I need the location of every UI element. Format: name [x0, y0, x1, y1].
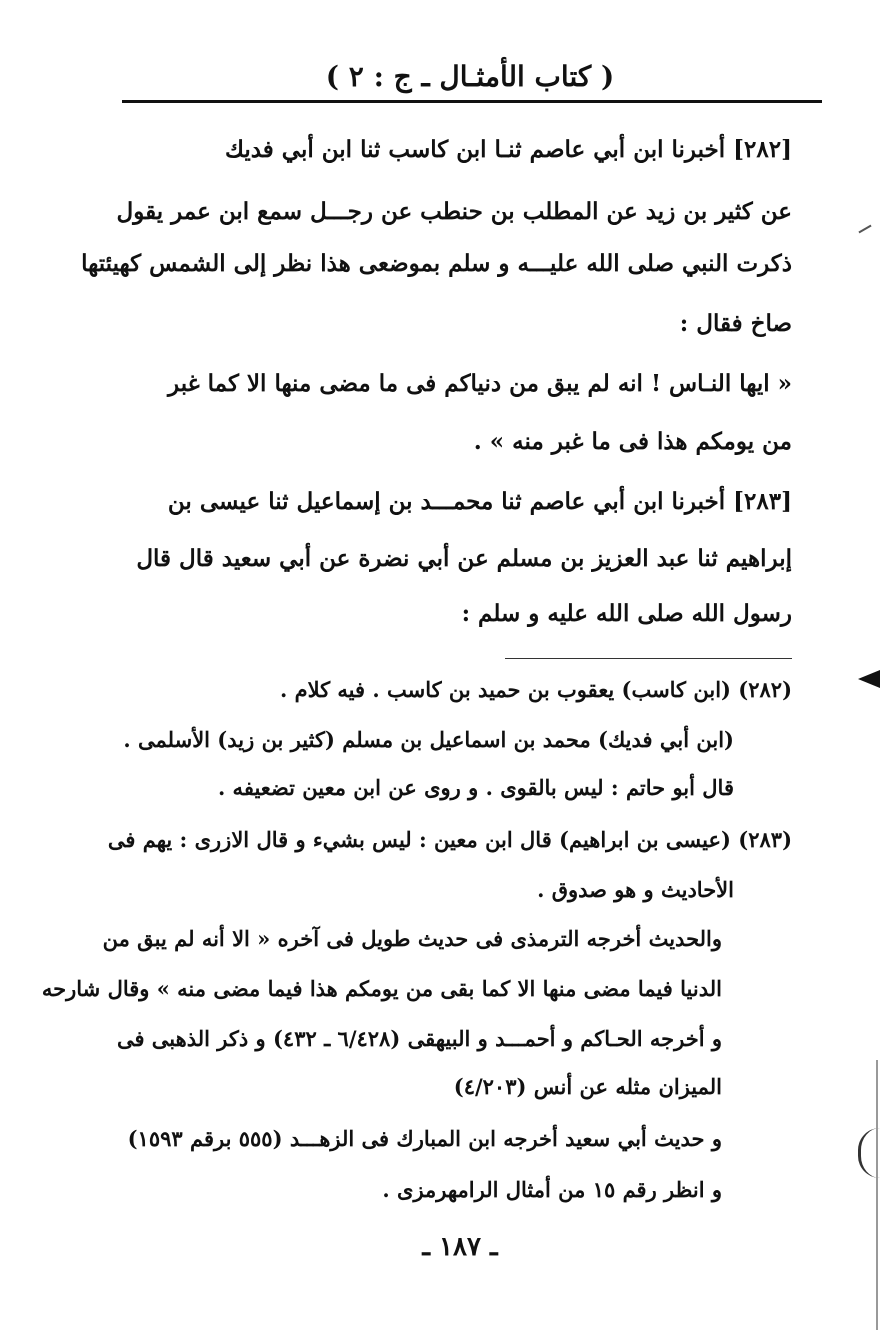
footnote-separator: [505, 658, 792, 659]
main-text-line: إبراهيم ثنا عبد العزيز بن مسلم عن أبي نضرة عن أبي سعيد قال قال: [136, 545, 792, 572]
running-header: ( كتاب الأمثـال ـ ج : ٢ ): [325, 60, 615, 93]
main-text-line: صاخ فقال :: [679, 310, 792, 337]
page-number: ـ ١٨٧ ـ: [422, 1232, 498, 1262]
main-text-line: عن كثير بن زيد عن المطلب بن حنطب عن رجـــل سمع ابن عمر يقول: [116, 198, 792, 225]
footnote-line: (٢٨٣) (عيسى بن ابراهيم) قال ابن معين : ليس بشيء و قال الازرى : يهم فى: [107, 827, 792, 852]
footnote-line: (٢٨٢) (ابن كاسب) يعقوب بن حميد بن كاسب . فيه كلام .: [279, 677, 792, 702]
header-rule: [122, 100, 822, 103]
footnote-line: الأحاديث و هو صدوق .: [537, 877, 734, 902]
main-text-line: ذكرت النبي صلى الله عليـــه و سلم بموضعى هذا نظر إلى الشمس كهيئتها: [81, 250, 792, 277]
margin-bracket-icon: [858, 1128, 883, 1178]
footnote-line: قال أبو حاتم : ليس بالقوى . و روى عن ابن معين تضعيفه .: [217, 775, 734, 800]
main-text-line: [٢٨٢] أخبرنا ابن أبي عاصم ثنـا ابن كاسب ثنا ابن أبي فديك: [224, 136, 792, 163]
main-text-line: رسول الله صلى الله عليه و سلم :: [461, 600, 792, 627]
footnote-line: و انظر رقم ١٥ من أمثال الرامهرمزى .: [382, 1177, 722, 1202]
page-edge-line: [876, 1060, 878, 1330]
footnote-line: الميزان مثله عن أنس (٤/٢٠٣): [453, 1074, 722, 1099]
main-text-line: [٢٨٣] أخبرنا ابن أبي عاصم ثنا محمـــد بن إسماعيل ثنا عيسى بن: [167, 488, 792, 515]
footnote-line: والحديث أخرجه الترمذى فى حديث طويل فى آخره « الا أنه لم يبق من: [102, 926, 722, 951]
margin-arrow-icon: [858, 670, 880, 688]
main-text-line: من يومكم هذا فى ما غبر منه » .: [473, 428, 792, 455]
main-text-line: « ايها النـاس ! انه لم يبق من دنياكم فى ما مضى منها الا كما غبر: [168, 370, 792, 397]
footnote-line: الدنيا فيما مضى منها الا كما بقى من يومكم هذا فيما مضى منه » وقال شارحه: [41, 976, 722, 1001]
footnote-line: و أخرجه الحـاكم و أحمـــد و البيهقى (٦/٤٢٨ ـ ٤٣٢) و ذكر الذهبى فى: [116, 1026, 722, 1051]
footnote-line: و حديث أبي سعيد أخرجه ابن المبارك فى الزهـــد (٥٥٥ برقم ١٥٩٣): [127, 1126, 722, 1151]
margin-tick-mark: [858, 225, 871, 234]
footnote-line: (ابن أبي فديك) محمد بن اسماعيل بن مسلم (كثير بن زيد) الأسلمى .: [123, 727, 734, 752]
